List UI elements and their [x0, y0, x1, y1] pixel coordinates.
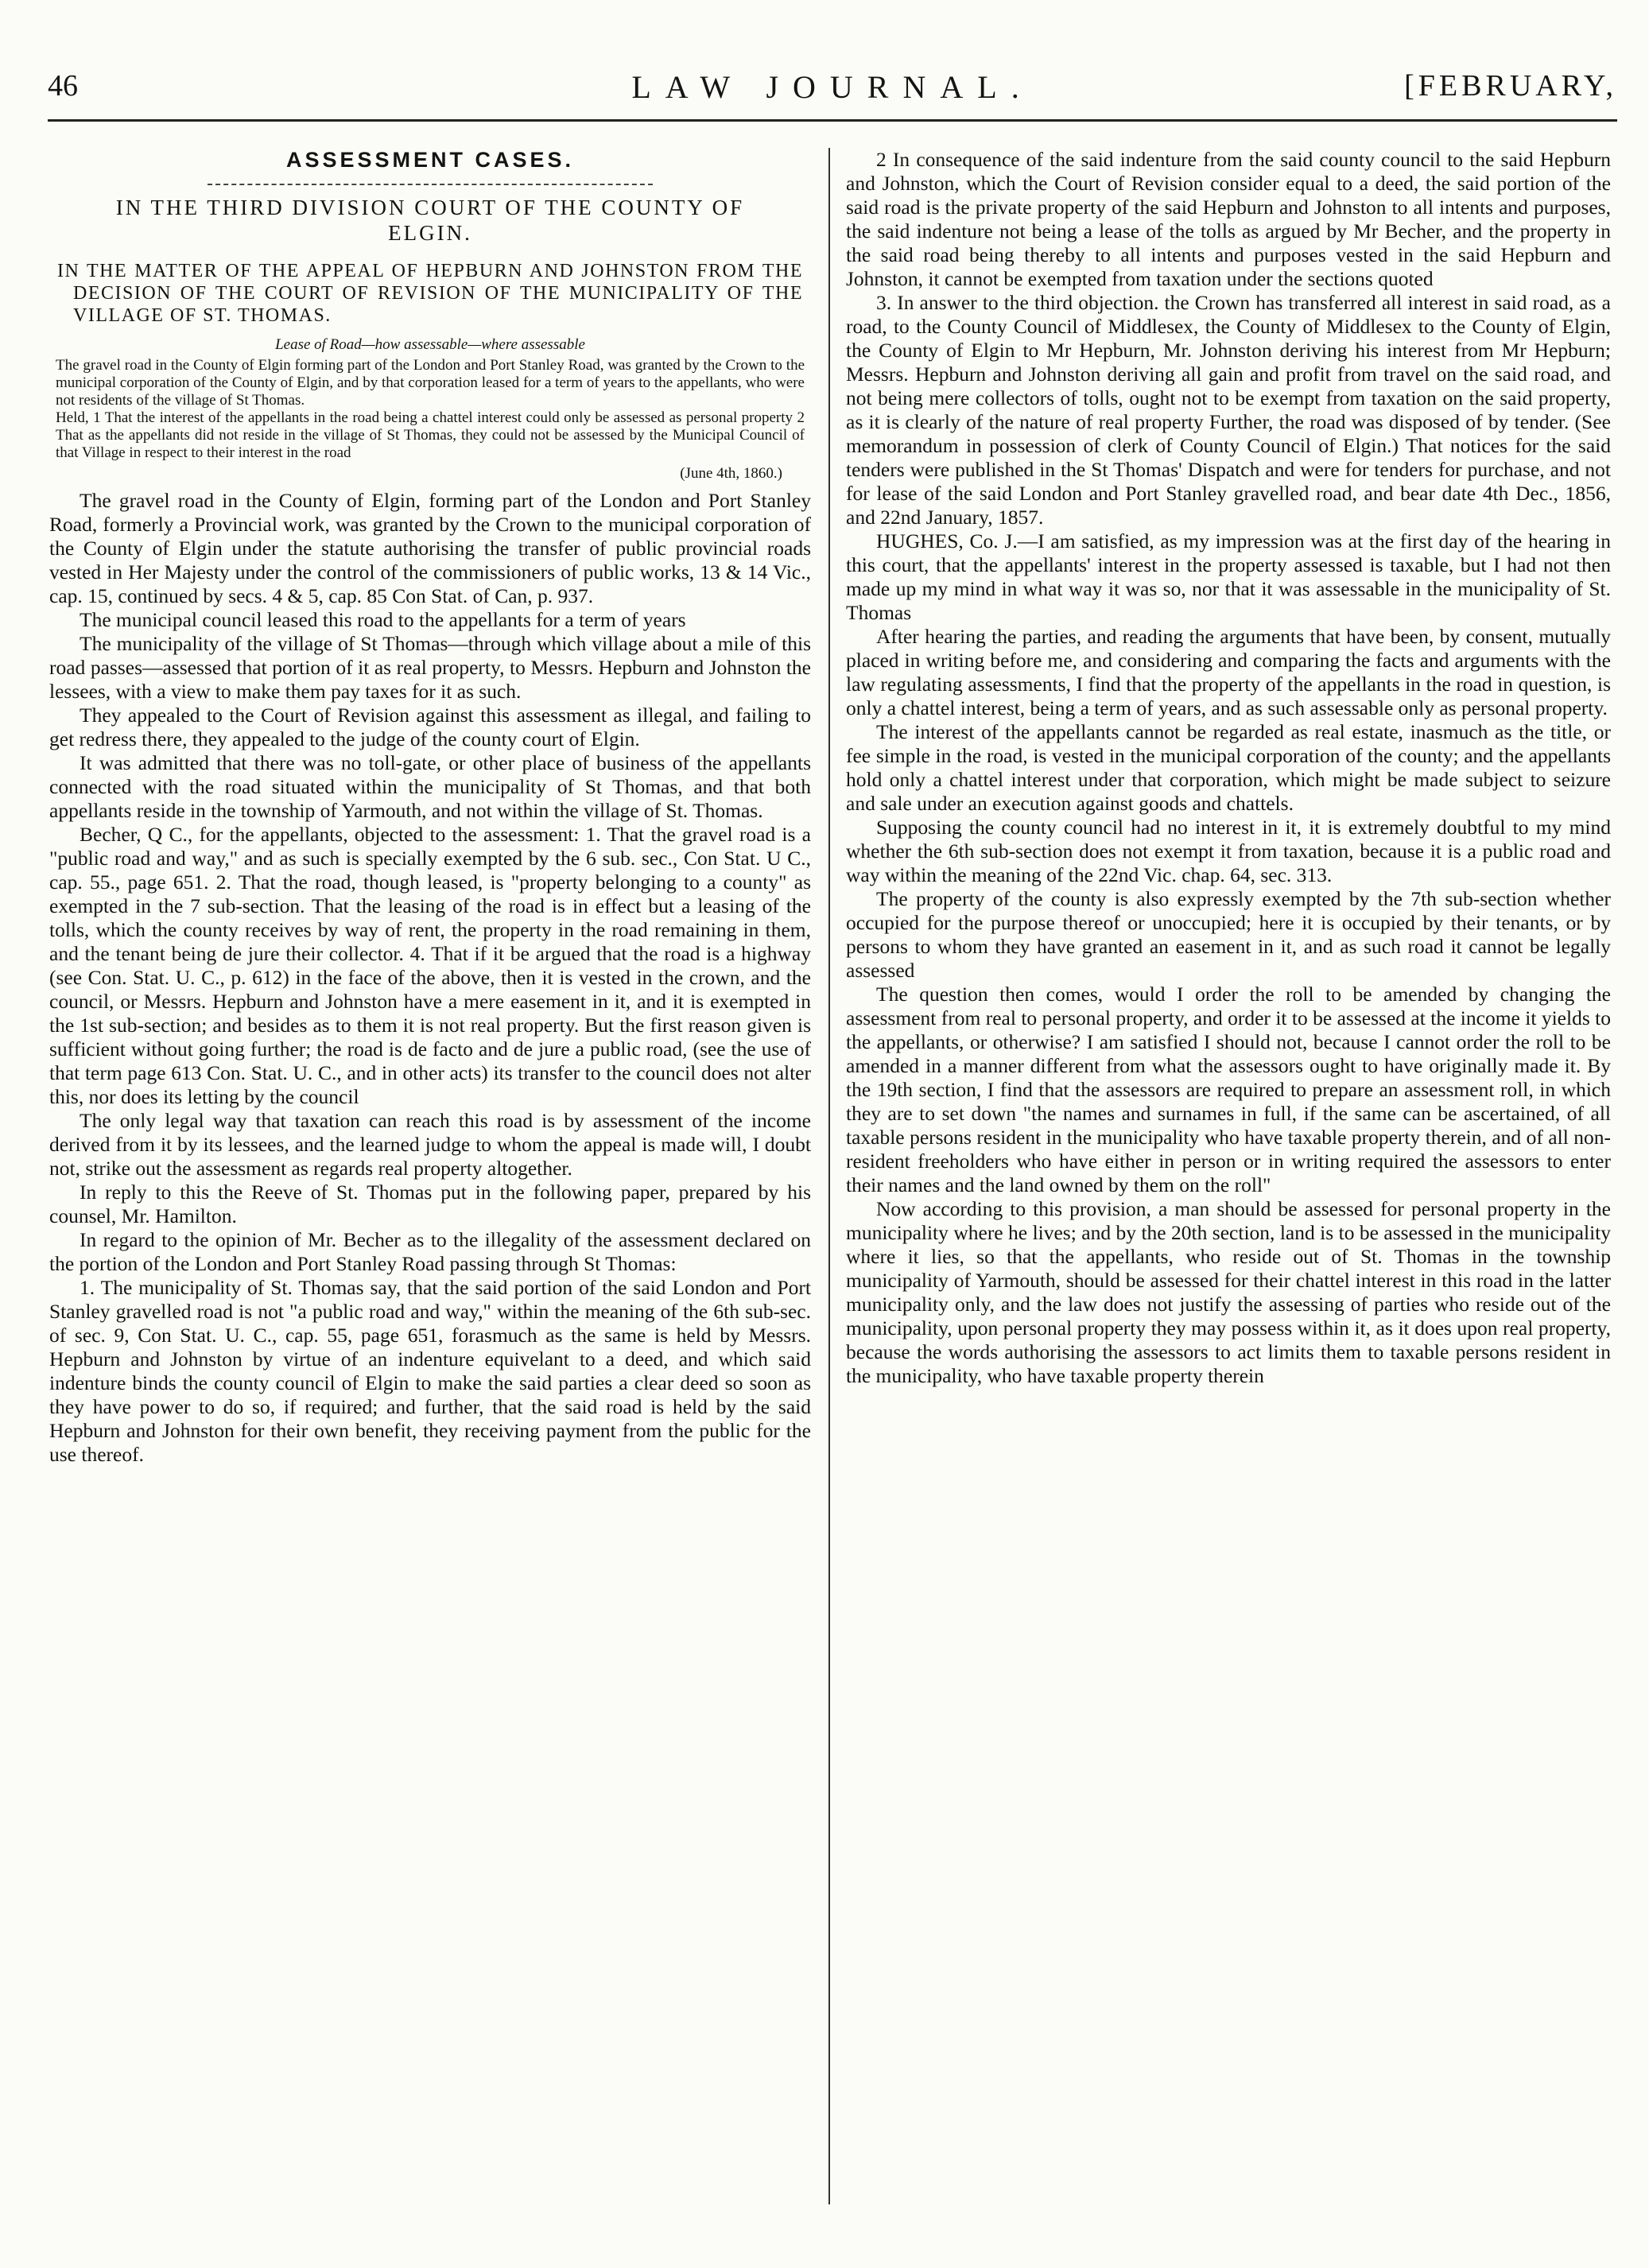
headnote-held: Held, 1 That the interest of the appellants in the road being a chattel interest could only be assessed as personal property 2 That as the appellants did not reside in the village of St Thomas, they could not be assessed by the Municipal Council of that Village in respect to their interest in the road: [56, 409, 805, 461]
paragraph: 1. The municipality of St. Thomas say, that the said portion of the said London and Port Stanley gravelled road is not "a public road and way," within the meaning of the 6th sub-sec. of sec. 9, Con Stat. U. C., cap. 55, page 651, forasmuch as the same is held by Messrs. Hepburn and Johnston by virtue of an indenture equivelant to a deed, and which said indenture binds the county council of Elgin to make the said parties a clear deed so soon as they have power to do so, if required; and further, that the said road is held by the said Hepburn and Johnston for their own benefit, they receiving payment from the public for the use thereof.: [49, 1276, 811, 1466]
case-matter: IN THE MATTER OF THE APPEAL OF HEPBURN AND JOHNSTON FROM THE DECISION OF THE COURT OF REVISION OF THE MUNICIPALITY OF THE VILLAGE OF ST. THOMAS.: [57, 261, 803, 326]
paragraph: The municipal council leased this road to the appellants for a term of years: [80, 608, 686, 631]
header-rule: [48, 119, 1617, 122]
paragraph: In reply to this the Reeve of St. Thomas put in the following paper, prepared by his counsel, Mr. Hamilton.: [49, 1181, 811, 1227]
catchline: Lease of Road—how assessable—where assessable: [275, 336, 585, 353]
title-divider: [208, 184, 653, 185]
court-heading: IN THE THIRD DIVISION COURT OF THE COUNTY OF ELGIN.: [115, 196, 745, 245]
headnote-facts: The gravel road in the County of Elgin forming part of the London and Port Stanley Road, was granted by the Crown to the municipal corporation of the County of Elgin, and by that corporation leased for a term of years to the appellants, who were not residents of the village of St Thomas.: [56, 357, 805, 409]
paragraph: The question then comes, would I order the roll to be amended by changing the assessment from real to personal property, and order it to be assessed at the income it yields to the appellants, or otherwise? I am satisfied I should not, because I cannot order the roll to be amended in a manner different from what the assessors ought to have originally made it. By the 19th section, I find that the assessors are required to prepare an assessment roll, in which they are to set down "the names and surnames in full, if the same can be ascertained, of all taxable persons resident in the municipality who have taxable property therein, and of all non-resident freeholders who have either in person or in writing required the assessors to enter their names and the land owned by them on the roll": [846, 983, 1611, 1196]
decision-date: (June 4th, 1860.): [680, 465, 782, 482]
paragraph: After hearing the parties, and reading the arguments that have been, by consent, mutually placed in writing before me, and considering and comparing the facts and arguments with the law regulating assessments, I find that the property of the appellants in the road in question, is only a chattel interest, being a term of years, and as such assessable only as personal property.: [846, 625, 1611, 719]
paragraph: The property of the county is also expressly exempted by the 7th sub-section whether occupied for the purpose thereof or unoccupied; here it is occupied by their tenants, or by persons to whom they have granted an easement in it, and as such road it cannot be legally assessed: [846, 887, 1611, 982]
paragraph: The only legal way that taxation can reach this road is by assessment of the income derived from it by its lessees, and the learned judge to whom the appeal is made will, I doubt not, strike out the assessment as regards real property altogether.: [49, 1109, 811, 1180]
page-number: 46: [48, 69, 78, 103]
paragraph: It was admitted that there was no toll-gate, or other place of business of the appellants connected with the road situated within the municipality of St Thomas, and that both appellants reside in the township of Yarmouth, and not within the village of St. Thomas.: [49, 751, 811, 822]
paragraph: 3. In answer to the third objection. the Crown has transferred all interest in said road, as a road, to the County Council of Middlesex, the County of Middlesex to the County of Elgin, the County of Elgin to Mr Hepburn, Mr. Johnston deriving his interest from Mr Hepburn; Messrs. Hepburn and Johnston deriving all gain and profit from travel on the said road, and not being mere collectors of tolls, ought not to be exempt from taxation on the said property, as it is clearly of the nature of real property Further, the road was disposed of by tender. (See memorandum in possession of clerk of County Council of Elgin.) That notices for the said tenders were published in the St Thomas' Dispatch and were for tenders for purchase, and not for lease of the said London and Port Stanley gravelled road, and bear date 4th Dec., 1856, and 22nd January, 1857.: [846, 291, 1611, 529]
paragraph: Supposing the county council had no interest in it, it is extremely doubtful to my mind whether the 6th sub-section does not exempt it from taxation, because it is a public road and way within the meaning of the 22nd Vic. chap. 64, sec. 313.: [846, 816, 1611, 886]
section-title: ASSESSMENT CASES.: [285, 148, 575, 172]
column-divider: [828, 148, 830, 2204]
left-column: [49, 148, 811, 2236]
journal-title: LAW JOURNAL.: [631, 69, 1034, 105]
paragraph: The municipality of the village of St Thomas—through which village about a mile of this road passes—assessed that portion of it as real property, to Messrs. Hepburn and Johnston the lessees, with a view to make them pay taxes for it as such.: [49, 632, 811, 703]
paragraph: HUGHES, Co. J.—I am satisfied, as my impression was at the first day of the hearing in this court, that the appellants' interest in the property assessed is taxable, but I had not then made up my mind in what way it was so, nor that it was assessable in the municipality of St. Thomas: [846, 529, 1611, 624]
paragraph: Becher, Q C., for the appellants, objected to the assessment: 1. That the gravel road is a "public road and way," and as such is specially exempted by the 6 sub. sec., Con Stat. U C., cap. 55., page 651. 2. That the road, though leased, is "property belonging to a county" as exempted in the 7 sub-section. That the leasing of the road is in effect but a leasing of the tolls, which the county receives by way of rent, the property in the road remaining in them, and the tenant being de jure their collector. 4. That if it be argued that the road is a highway (see Con. Stat. U. C., p. 612) in the face of the above, then it is vested in the crown, and the council, or Messrs. Hepburn and Johnston have a mere easement in it, and it is exempted in the 1st sub-section; and besides as to them it is not real property. But the first reason given is sufficient without going further; the road is de facto and de jure a public road, (see the use of that term page 613 Con. Stat. U. C., and in other acts) its transfer to the council does not alter this, nor does its letting by the council: [49, 823, 811, 1108]
paragraph: The interest of the appellants cannot be regarded as real estate, inasmuch as the title, or fee simple in the road, is vested in the municipal corporation of the county; and the appellants hold only a chattel interest under that corporation, which might be made subject to seizure and sale under an execution against goods and chattels.: [846, 720, 1611, 815]
paragraph: 2 In consequence of the said indenture from the said county council to the said Hepburn and Johnston, which the Court of Revision consider equal to a deed, the said portion of the said road is the private property of the said Hepburn and Johnston to all intents and purposes, the said indenture not being a lease of the tolls as argued by Mr Becher, and the property in the said road being thereby to all intents and purposes vested in the said Hepburn and Johnston, it cannot be exempted from taxation under the sections quoted: [846, 148, 1611, 290]
paragraph: The gravel road in the County of Elgin, forming part of the London and Port Stanley Road, formerly a Provincial work, was granted by the Crown to the municipal corporation of the County of Elgin under the statute authorising the transfer of public provincial roads vested in Her Majesty under the control of the commissioners of public works, 13 & 14 Vic., cap. 15, continued by secs. 4 & 5, cap. 85 Con Stat. of Can, p. 937.: [49, 489, 811, 607]
paragraph: They appealed to the Court of Revision against this assessment as illegal, and failing to get redress there, they appealed to the judge of the county court of Elgin.: [49, 704, 811, 750]
paragraph: Now according to this provision, a man should be assessed for personal property in the municipality where he lives; and by the 20th section, land is to be assessed in the municipality where it lies, so that the appellants, who reside out of St. Thomas in the township municipality of Yarmouth, should be assessed for their chattel interest in this road in the latter municipality only, and the law does not justify the assessing of parties who reside out of the municipality, upon personal property they may possess within it, as it does upon real property, because the words authorising the assessors to act limits them to taxable persons resident in the municipality, who have taxable property therein: [846, 1197, 1611, 1387]
right-column: [846, 148, 1611, 2236]
issue-month: [FEBRUARY,: [1404, 69, 1617, 103]
paragraph: In regard to the opinion of Mr. Becher as to the illegality of the assessment declared on the portion of the London and Port Stanley Road passing through St Thomas:: [49, 1228, 811, 1275]
running-head: [48, 68, 1617, 116]
